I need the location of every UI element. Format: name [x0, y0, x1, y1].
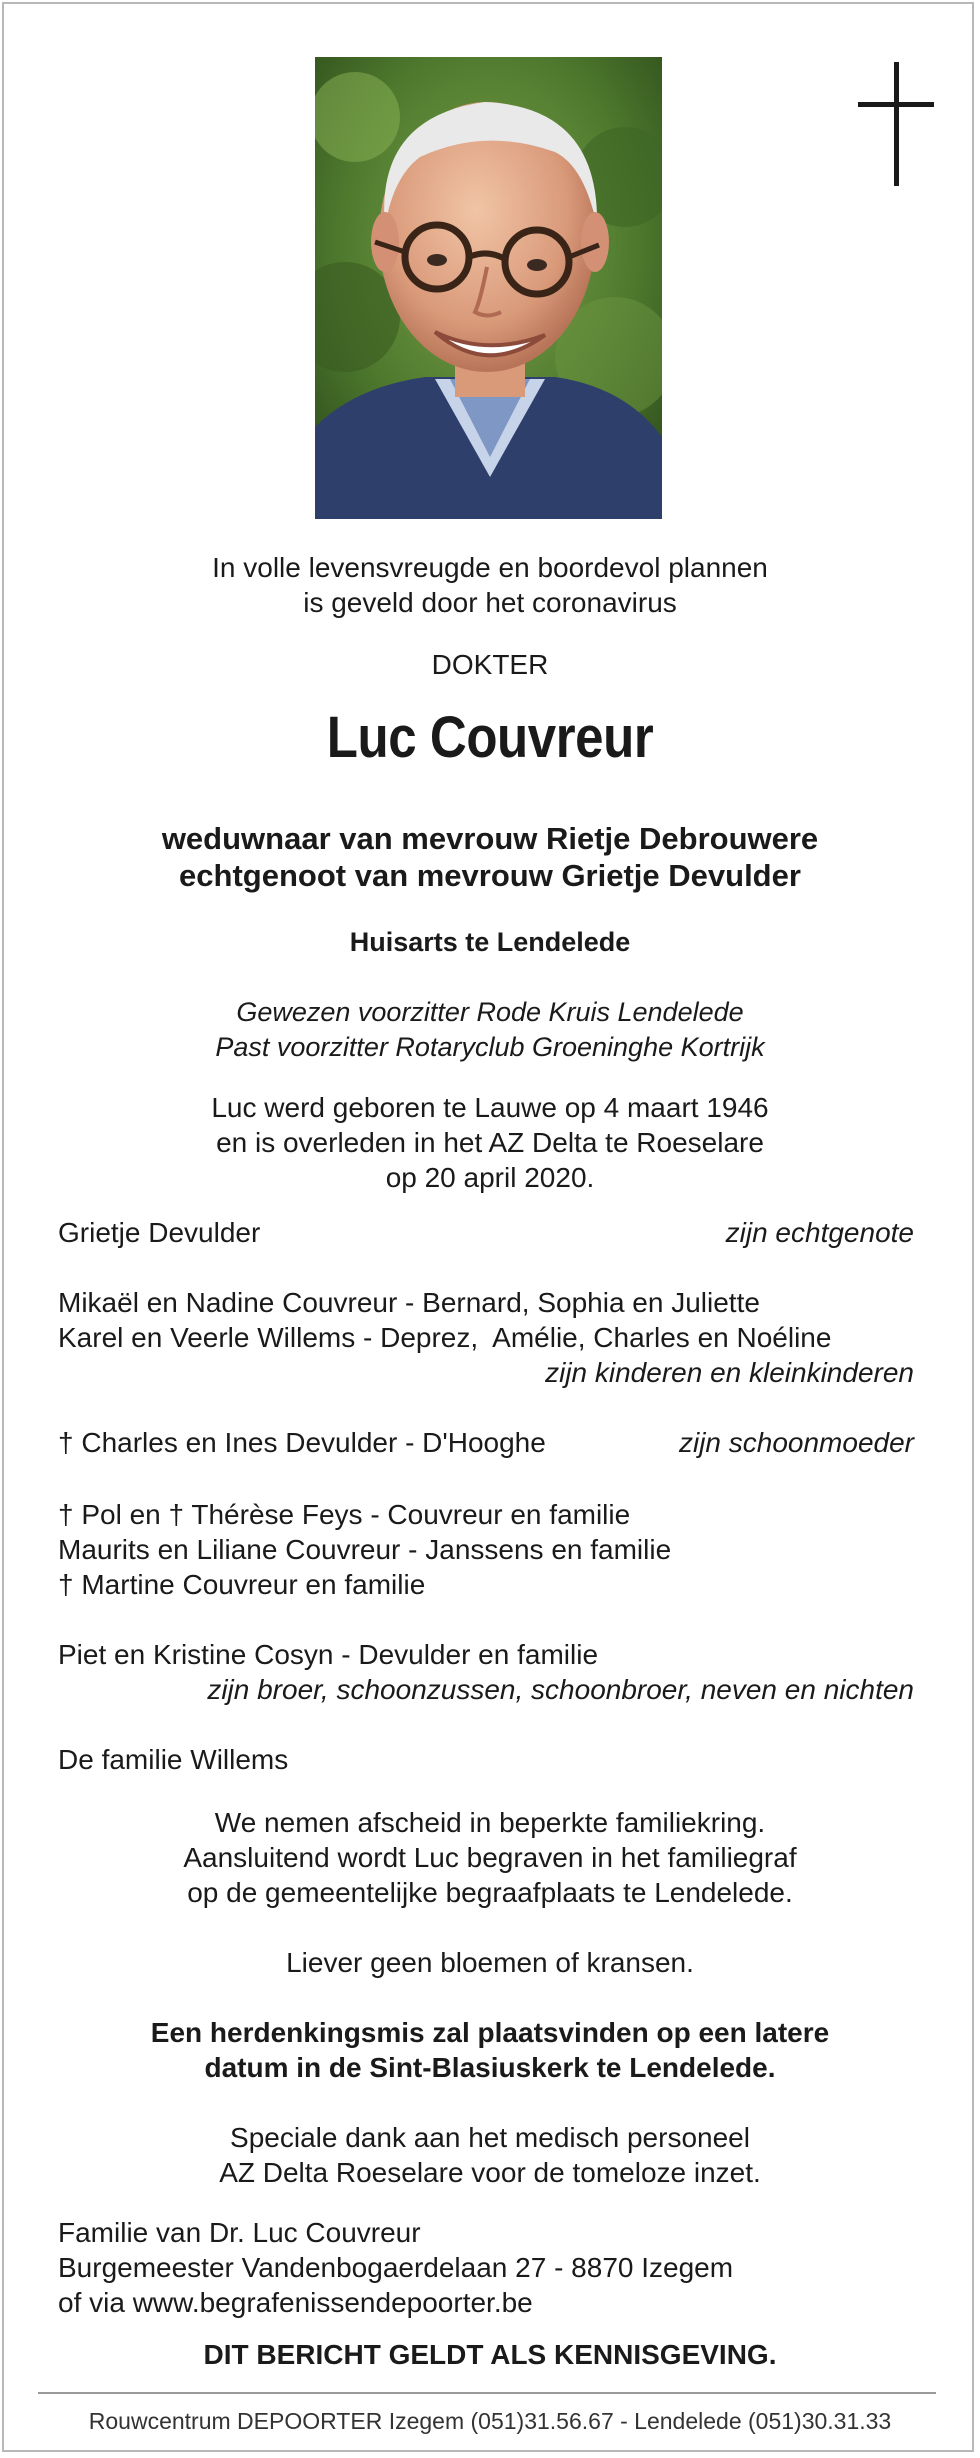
footer-divider — [38, 2392, 936, 2394]
mass-line-1: Een herdenkingsmis zal plaatsvinden op een latere — [150, 2017, 830, 2048]
birth-line-2: en is overleden in het AZ Delta te Roeselare — [216, 1127, 764, 1158]
other-family: De familie Willems — [58, 1744, 289, 1775]
footer-text: Rouwcentrum DEPOORTER Izegem (051)31.56.67 - Lendelede (051)30.31.33 — [88, 2408, 892, 2434]
thanks-line-1: Speciale dank aan het medisch personeel — [230, 2122, 750, 2153]
deceased-name: Luc Couvreur — [326, 705, 654, 770]
relation-line-2: echtgenoot van mevrouw Grietje Devulder — [179, 858, 801, 893]
siblings-line-1: † Pol en † Thérèse Feys - Couvreur en familie — [58, 1499, 631, 1530]
children-line-2: Karel en Veerle Willems - Deprez, Amélie, Charles en Noéline — [58, 1322, 832, 1353]
intro-line-1: In volle levensvreugde en boordevol plannen — [212, 552, 768, 583]
contact-website[interactable]: of via www.begrafenissendepoorter.be — [58, 2287, 533, 2318]
siblings-line-3: † Martine Couvreur en familie — [58, 1569, 426, 1600]
profession: DOKTER — [431, 649, 549, 680]
portrait-photo — [315, 57, 662, 519]
notice: DIT BERICHT GELDT ALS KENNISGEVING. — [203, 2339, 777, 2370]
farewell-line-3: op de gemeentelijke begraafplaats te Lendelede. — [187, 1877, 793, 1908]
contact-line-1: Familie van Dr. Luc Couvreur — [58, 2217, 421, 2248]
inlaws-role: zijn schoonmoeder — [678, 1427, 914, 1458]
birth-line-3: op 20 april 2020. — [385, 1162, 595, 1193]
cross-icon — [858, 62, 934, 186]
birth-line-1: Luc werd geboren te Lauwe op 4 maart 1946 — [211, 1092, 769, 1123]
flowers-note: Liever geen bloemen of kransen. — [286, 1947, 694, 1978]
farewell-line-2: Aansluitend wordt Luc begraven in het familiegraf — [183, 1842, 797, 1873]
job-title: Huisarts te Lendelede — [349, 927, 631, 957]
spouse: Grietje Devulder — [58, 1217, 261, 1248]
inlaws: † Charles en Ines Devulder - D'Hooghe — [58, 1427, 546, 1458]
intro-line-2: is geveld door het coronavirus — [303, 587, 677, 618]
thanks-line-2: AZ Delta Roeselare voor de tomeloze inzet. — [219, 2157, 761, 2188]
contact-line-2: Burgemeester Vandenbogaerdelaan 27 - 8870 Izegem — [58, 2252, 734, 2283]
spouse-role: zijn echtgenote — [725, 1217, 914, 1248]
siblings-line-4: Piet en Kristine Cosyn - Devulder en familie — [58, 1639, 599, 1670]
children-role: zijn kinderen en kleinkinderen — [545, 1357, 914, 1388]
relation-line-1: weduwnaar van mevrouw Rietje Debrouwere — [161, 821, 819, 856]
role-line-1: Gewezen voorzitter Rode Kruis Lendelede — [236, 997, 744, 1027]
siblings-line-2: Maurits en Liliane Couvreur - Janssens en familie — [58, 1534, 672, 1565]
farewell-line-1: We nemen afscheid in beperkte familiekring. — [214, 1807, 766, 1838]
role-line-2: Past voorzitter Rotaryclub Groeninghe Kortrijk — [215, 1032, 765, 1062]
children-line-1: Mikaël en Nadine Couvreur - Bernard, Sophia en Juliette — [58, 1287, 760, 1318]
mass-line-2: datum in de Sint-Blasiuskerk te Lendelede. — [204, 2052, 776, 2083]
siblings-role: zijn broer, schoonzussen, schoonbroer, neven en nichten — [207, 1674, 914, 1705]
